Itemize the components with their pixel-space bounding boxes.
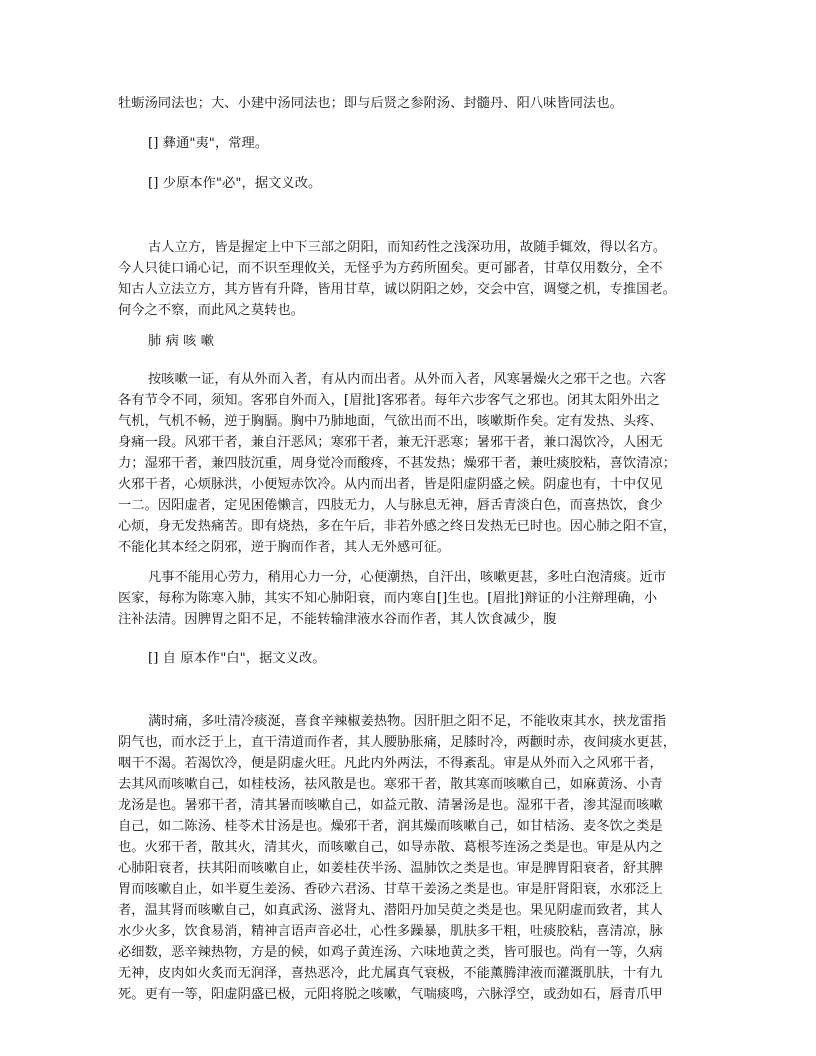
text-line: 咽干不渴。若渴饮冷，便是阴虚火旺。凡此内外两法，不得紊乱。审是从外而入之风邪干者， xyxy=(118,756,663,771)
text-line: 一二。因阳虚者，定见困倦懒言，四肢无力，人与脉息无神，唇舌青淡白色，而喜热饮，食少 xyxy=(118,498,663,513)
text-line: 身痛一段。风邪干者，兼自汗恶风；寒邪干者，兼无汗恶寒；暑邪干者，兼口渴饮冷，人困无 xyxy=(118,435,663,450)
text-line: 水少火多，饮食易消，精神言语声音必壮，心性多躁暴，肌肤多干粗，吐痰胶粘，喜清凉，脉 xyxy=(118,924,663,939)
text-line: 今人只徒口诵心记，而不识至理攸关，无怪乎为方药所囿矣。更可鄙者，甘草仅用数分，全不 xyxy=(118,261,663,276)
text-line: 死。更有一等，阳虚阴盛已极，元阳将脱之咳嗽，气喘痰鸣，六脉浮空，或劲如石，唇青爪甲 xyxy=(118,987,663,1002)
text-line: 各有节令不同，须知。客邪自外而入，[眉批]客邪者。每年六步客气之邪也。闭其太阳外出之 xyxy=(118,393,660,408)
text-line: 去其风而咳嗽自己，如桂枝汤，祛风散是也。寒邪干者，散其寒而咳嗽自己，如麻黄汤、小青 xyxy=(118,777,663,792)
text-line: 心肺阳衰者，扶其阳而咳嗽自止，如姜桂茯半汤、温肺饮之类是也。审是脾胃阳衰者，舒其脾 xyxy=(118,861,663,876)
text-line: 何今之不察，而此风之莫转也。 xyxy=(118,303,305,318)
text-line: 气机，气机不畅，逆于胸膈。胸中乃肺地面，气欲出而不出，咳嗽斯作矣。定有发热、头疼、 xyxy=(118,414,663,429)
text-line: 不能化其本经之阴邪，逆于胸而作者，其人无外感可征。 xyxy=(118,540,451,555)
text-line: 自己，如二陈汤、桂苓术甘汤是也。燥邪干者，润其燥而咳嗽自己，如甘桔汤、麦冬饮之类是 xyxy=(118,819,663,834)
text-line: 者，温其肾而咳嗽自己，如真武汤、滋肾丸、潜阳丹加吴萸之类是也。果见阴虚而致者，其人 xyxy=(118,903,663,918)
text-line: 心烦，身无发热痛苦。即有烧热，多在午后，非若外感之终日发热无已时也。因心肺之阳不宣， xyxy=(118,519,677,534)
text-line: 按咳嗽一证，有从外而入者，有从内而出者。从外而入者，风寒暑燥火之邪干之也。六客 xyxy=(148,372,667,387)
text-line: 满时痛，多吐清冷痰涎，喜食辛辣椒姜热物。因肝胆之阳不足，不能收束其水，挟龙雷指 xyxy=(148,714,667,729)
text-line: 胃而咳嗽自止，如半夏生姜汤、香砂六君汤、甘草干姜汤之类是也。审是肝肾阳衰，水邪泛上 xyxy=(118,882,663,897)
text-line: 龙汤是也。暑邪干者，清其暑而咳嗽自己，如益元散、清暑汤是也。湿邪干者，渗其湿而咳嗽 xyxy=(118,798,663,813)
text-line: 牡蛎汤同法也；大、小建中汤同法也；即与后贤之参附汤、封髓丹、阳八味皆同法也。 xyxy=(118,96,623,111)
footnote: [] 自 原本作"白"，据文义改。 xyxy=(148,651,326,666)
text-line: 必细数，恶辛辣热物，方是的候，如鸡子黄连汤、六味地黄之类，皆可服也。尚有一等，久病 xyxy=(118,945,663,960)
text-line: 凡事不能用心劳力，稍用心力一分，心便潮热，自汗出，咳嗽更甚，多吐白泡清痰。近市 xyxy=(148,570,667,585)
text-line: 无神，皮肉如火炙而无润泽，喜热恶冷，此尤属真气衰极，不能薰腾津液而灌溉肌肤，十有九 xyxy=(118,966,663,981)
text-line: 古人立方，皆是握定上中下三部之阴阳，而知药性之浅深功用，故随手辄效，得以名方。 xyxy=(148,240,667,255)
text-line: 知古人立法立方，其方皆有升降，皆用甘草，诚以阴阳之妙，交会中宫，调燮之机，专推国老。 xyxy=(118,282,677,297)
text-line: 阴气也，而水泛于上，直干清道而作者，其人腰胁胀痛，足膝时冷，两颧时赤，夜间痰水更甚， xyxy=(118,735,677,750)
text-line: 火邪干者，心烦脉洪，小便短赤饮冷。从内而出者，皆是阳虚阴盛之候。阴虚也有，十中仅见 xyxy=(118,477,663,492)
text-line: 也。火邪干者，散其火，清其火，而咳嗽自己，如导赤散、葛根芩连汤之类是也。审是从内之 xyxy=(118,840,663,855)
text-line: 医家，每称为陈寒入肺，其实不知心肺阳衰，而内寒自[]生也。[眉批]辩证的小注辩理确，小 xyxy=(118,591,658,606)
footnote: [] 彝通"夷"，常理。 xyxy=(148,136,269,151)
text-line: 力；湿邪干者，兼四肢沉重，周身觉冷而酸疼，不甚发热；燥邪干者，兼吐痰胶粘，喜饮清凉； xyxy=(118,456,677,471)
section-heading: 肺 病 咳 嗽 xyxy=(148,334,215,349)
text-line: 注补法清。因脾胃之阳不足，不能转输津液水谷而作者，其人饮食减少，腹 xyxy=(118,612,557,627)
footnote: [] 少原本作"必"，据文义改。 xyxy=(148,176,322,191)
